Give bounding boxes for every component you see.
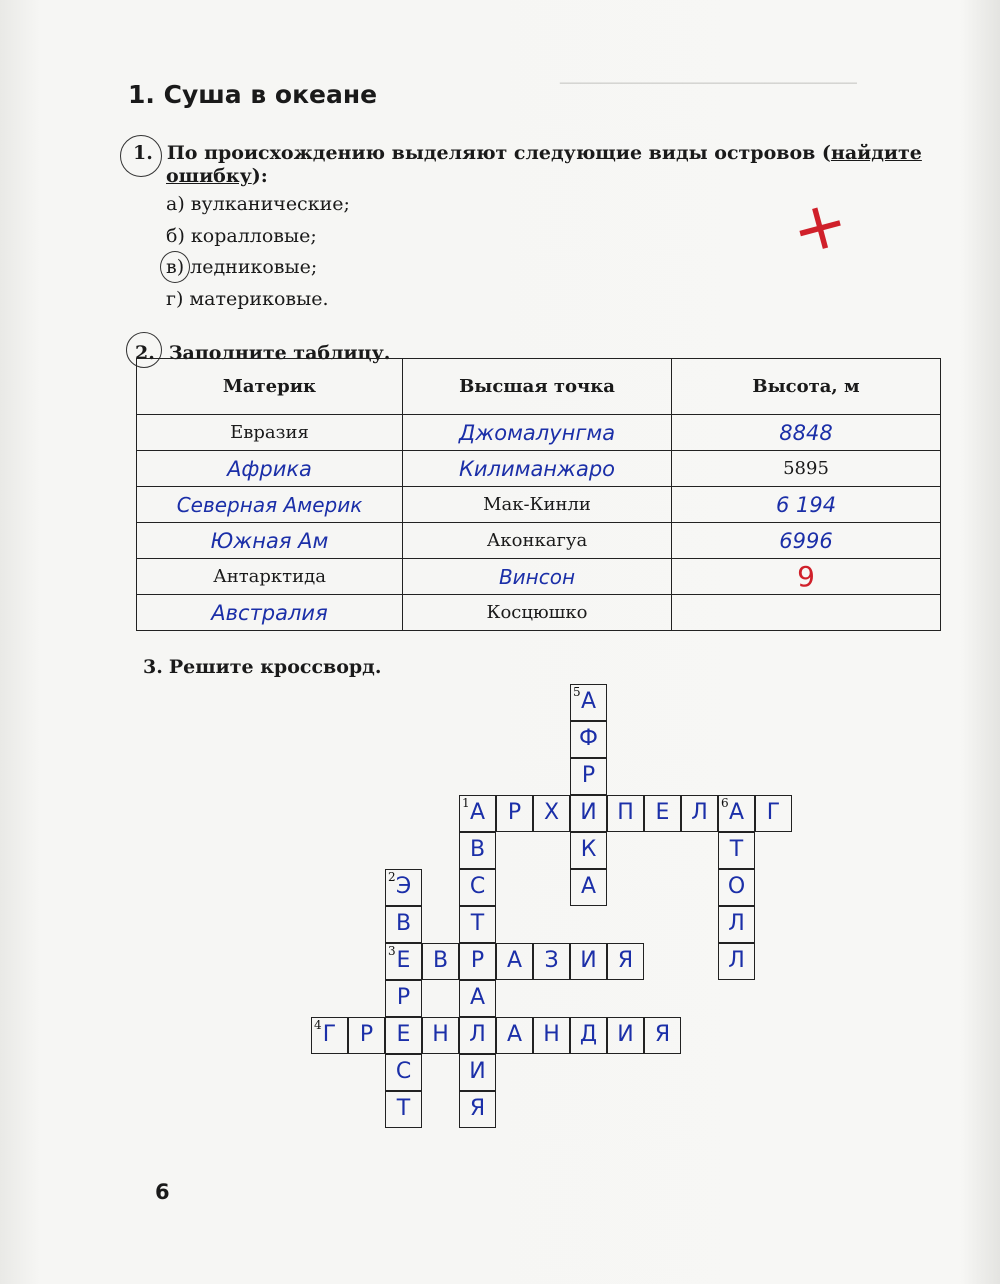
point-cell: Мак-Кинли [403, 487, 672, 523]
crossword-cell [570, 721, 607, 758]
crossword-cell [311, 1017, 348, 1054]
crossword-cell [385, 1017, 422, 1054]
header-highest-point: Высшая точка [403, 359, 672, 415]
section-title: 1. Суша в океане [128, 80, 378, 109]
task1-option-c: в) ледниковые; [166, 256, 318, 278]
crossword-cell [607, 1017, 644, 1054]
crossword-cell [496, 943, 533, 980]
crossword-cell [459, 943, 496, 980]
red-plus-mark: + [782, 182, 857, 271]
clue-number: 3 [388, 944, 396, 958]
height-cell: 5895 [672, 451, 941, 487]
crossword-cell [459, 1017, 496, 1054]
crossword-letter: Л [728, 948, 745, 973]
crossword-cell [422, 1017, 459, 1054]
crossword-letter: Е [655, 800, 670, 825]
crossword-letter: И [469, 1059, 486, 1084]
continent-cell: Африка [137, 451, 403, 487]
crossword-cell [570, 795, 607, 832]
crossword-letter: Р [470, 948, 485, 973]
crossword-letter: И [580, 800, 597, 825]
crossword-cell [496, 795, 533, 832]
clue-number: 1 [462, 796, 470, 810]
crossword-cell [533, 943, 570, 980]
crossword-letter: Э [395, 874, 412, 899]
crossword-cell [533, 1017, 570, 1054]
crossword-letter: Р [359, 1022, 374, 1047]
crossword-letter: А [469, 800, 486, 825]
crossword-cell [459, 906, 496, 943]
crossword-cell [755, 795, 792, 832]
task3-question: 3. Решите кроссворд. [143, 656, 382, 678]
crossword-cell [718, 943, 755, 980]
crossword-letter: Н [543, 1022, 560, 1047]
crossword-cell [385, 906, 422, 943]
crossword-cell [644, 795, 681, 832]
crossword-letter: З [544, 948, 559, 973]
clue-number: 4 [314, 1018, 322, 1032]
point-cell: Винсон [403, 559, 672, 595]
crossword-letter: С [395, 1059, 412, 1084]
crossword-letter: Х [543, 800, 560, 825]
crossword-cell [644, 1017, 681, 1054]
crossword-letter: К [580, 837, 597, 862]
crossword-letter: С [469, 874, 486, 899]
crossword-cell [459, 795, 496, 832]
crossword-letter: Е [396, 1022, 411, 1047]
clue-number: 2 [388, 870, 396, 884]
crossword-letter: О [727, 874, 746, 899]
task1-option-a: а) вулканические; [166, 193, 350, 215]
crossword-cell [718, 869, 755, 906]
continent-cell: Евразия [137, 415, 403, 451]
crossword-letter: И [617, 1022, 634, 1047]
crossword-letter: Т [396, 1096, 411, 1121]
crossword-letter: Д [579, 1022, 598, 1047]
point-cell: Килиманжаро [403, 451, 672, 487]
crossword-cell [459, 1054, 496, 1091]
continent-cell: Антарктида [137, 559, 403, 595]
height-cell: 6 194 [672, 487, 941, 523]
crossword-cell [681, 795, 718, 832]
crossword-cell [607, 943, 644, 980]
crossword-cell [422, 943, 459, 980]
crossword-cell [718, 795, 755, 832]
continent-cell: Австралия [137, 595, 403, 631]
crossword-letter: Я [469, 1096, 486, 1121]
height-cell: 8848 [672, 415, 941, 451]
continent-cell: Южная Ам [137, 523, 403, 559]
header-continent: Материк [137, 359, 403, 415]
crossword-cell [607, 795, 644, 832]
height-cell: 6996 [672, 523, 941, 559]
show-through-text: ───────────────────────────── [560, 74, 857, 94]
crossword-letter: Л [691, 800, 708, 825]
crossword-letter: Л [469, 1022, 486, 1047]
crossword-letter: Г [766, 800, 781, 825]
crossword-cell [533, 795, 570, 832]
red-height-mark: 9 [797, 560, 815, 593]
crossword-letter: Т [729, 837, 744, 862]
task1-option-d: г) материковые. [166, 288, 329, 310]
page-number: 6 [155, 1180, 170, 1204]
crossword-cell [570, 869, 607, 906]
crossword-cell [385, 1091, 422, 1128]
crossword-letter: Т [470, 911, 485, 936]
crossword-cell [459, 980, 496, 1017]
crossword-cell [570, 758, 607, 795]
crossword-cell [570, 943, 607, 980]
crossword-letter: П [617, 800, 634, 825]
clue-number: 5 [573, 685, 581, 699]
clue-number: 6 [721, 796, 729, 810]
crossword-letter: В [395, 911, 412, 936]
crossword-cell [385, 1054, 422, 1091]
crossword-cell [718, 832, 755, 869]
crossword-cell [459, 869, 496, 906]
crossword-letter: Р [581, 763, 596, 788]
crossword-cell [348, 1017, 385, 1054]
crossword-letter: В [432, 948, 449, 973]
crossword-letter: Я [654, 1022, 671, 1047]
crossword-letter: А [580, 689, 597, 714]
crossword-letter: Л [728, 911, 745, 936]
crossword-cell [459, 832, 496, 869]
task2-question: 2. Заполните таблицу. [135, 342, 391, 364]
crossword-letter: Р [396, 985, 411, 1010]
crossword-letter: Е [396, 948, 411, 973]
crossword-letter: А [506, 1022, 523, 1047]
crossword-letter: Я [617, 948, 634, 973]
crossword-cell [496, 1017, 533, 1054]
point-cell: Джомалунгма [403, 415, 672, 451]
crossword-letter: Р [507, 800, 522, 825]
point-cell: Косцюшко [403, 595, 672, 631]
crossword-cell [385, 943, 422, 980]
crossword-letter: А [506, 948, 523, 973]
task1-option-b: б) коралловые; [166, 225, 317, 247]
crossword-letter: В [469, 837, 486, 862]
crossword-letter: Г [322, 1022, 337, 1047]
crossword-cell [570, 1017, 607, 1054]
crossword-cell [385, 869, 422, 906]
crossword-letter: Н [432, 1022, 449, 1047]
crossword-letter: А [580, 874, 597, 899]
crossword-letter: И [580, 948, 597, 973]
crossword-cell [385, 980, 422, 1017]
crossword-cell [459, 1091, 496, 1128]
task1-question: 1. По происхождению выделяют следующие виды островов (найдите [133, 142, 922, 164]
crossword-letter: Ф [579, 726, 598, 751]
crossword-cell [718, 906, 755, 943]
point-cell: Аконкагуа [403, 523, 672, 559]
task1-question-line2: ошибку): [166, 165, 268, 187]
crossword-cell [570, 832, 607, 869]
continent-cell: Северная Америк [137, 487, 403, 523]
header-height: Высота, м [672, 359, 941, 415]
crossword-letter: А [469, 985, 486, 1010]
crossword-cell [570, 684, 607, 721]
crossword-letter: А [728, 800, 745, 825]
